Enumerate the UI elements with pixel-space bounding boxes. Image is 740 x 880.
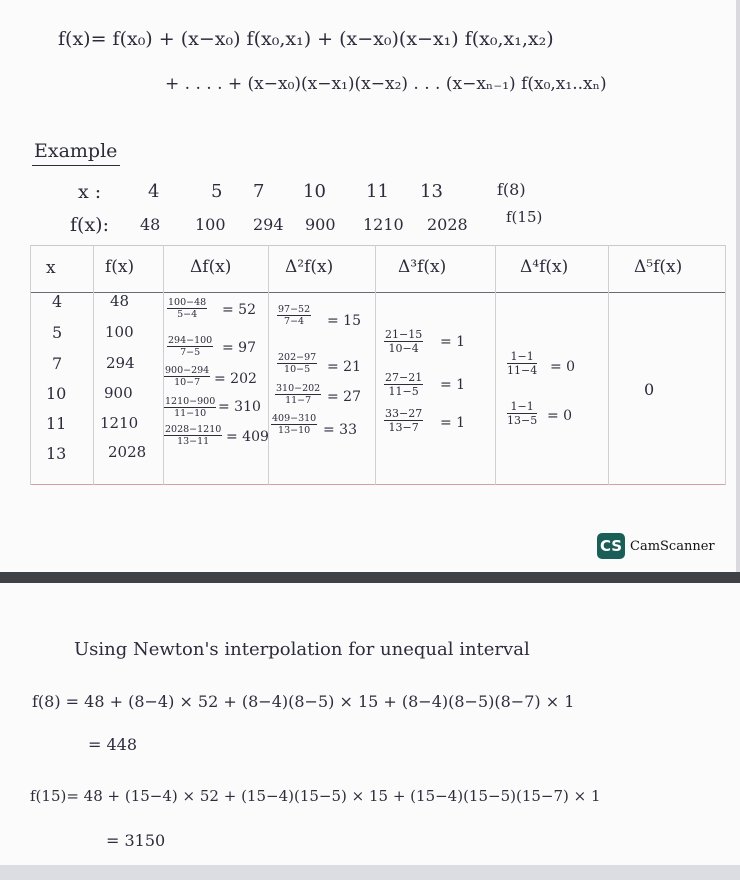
find-f15: f(15) xyxy=(506,208,543,226)
d1-fraction xyxy=(167,335,213,358)
d2-result: = 21 xyxy=(327,359,361,375)
table-top-border xyxy=(30,245,726,246)
d3-fraction xyxy=(384,407,423,434)
equation-f15: f(15)= 48 + (15−4) × 52 + (15−4)(15−5) × 15 + (15−4)(15−5)(15−7) × 1 xyxy=(30,787,601,805)
table-col-line xyxy=(608,245,609,485)
table-x-cell: 11 xyxy=(46,414,67,433)
d3-fraction xyxy=(384,328,423,355)
data-f-value: 294 xyxy=(253,215,284,234)
d3-result: = 1 xyxy=(440,415,466,431)
d5-result: 0 xyxy=(644,380,655,399)
d4-denominator: 11−4 xyxy=(507,364,538,377)
d1-denominator: 10−7 xyxy=(174,377,201,388)
page-separator xyxy=(0,572,740,583)
table-f-cell: 48 xyxy=(110,292,130,310)
d3-result: = 1 xyxy=(440,334,466,350)
table-x-cell: 4 xyxy=(52,292,63,311)
table-header: Δ⁴f(x) xyxy=(520,257,569,277)
table-col-line xyxy=(375,245,376,485)
page-edge xyxy=(736,0,740,572)
table-header: Δf(x) xyxy=(190,257,232,277)
d4-result: = 0 xyxy=(547,408,573,424)
d3-numerator: 27−21 xyxy=(385,371,423,384)
d2-denominator: 13−10 xyxy=(278,425,311,436)
d3-denominator: 10−4 xyxy=(388,342,419,355)
newton-formula-line-2: + . . . . + (x−x₀)(x−x₁)(x−x₂) . . . (x−xₙ₋₁) f(x₀,x₁..xₙ) xyxy=(165,74,607,94)
find-f8: f(8) xyxy=(497,180,526,199)
camscanner-label: CamScanner xyxy=(630,538,715,554)
data-f-value: 1210 xyxy=(363,215,404,234)
camscanner-watermark xyxy=(597,533,715,559)
d1-numerator: 100−48 xyxy=(168,297,207,308)
example-heading: Example xyxy=(34,140,118,162)
table-header-divider xyxy=(30,292,726,293)
d2-numerator: 202−97 xyxy=(278,352,317,363)
d2-numerator: 97−52 xyxy=(278,304,311,315)
d1-fraction xyxy=(164,396,216,419)
d1-fraction xyxy=(164,424,222,447)
d3-fraction xyxy=(384,371,423,398)
d1-denominator: 5−4 xyxy=(177,309,198,320)
d4-denominator: 13−5 xyxy=(507,414,538,427)
d2-result: = 27 xyxy=(327,389,361,405)
d1-numerator: 2028−1210 xyxy=(165,424,222,435)
table-header: Δ³f(x) xyxy=(398,257,447,277)
d2-fraction xyxy=(277,304,311,327)
data-x-value: 13 xyxy=(420,181,443,202)
table-col-line xyxy=(93,245,94,485)
table-bottom-border xyxy=(30,484,726,485)
d1-result: = 310 xyxy=(218,399,261,415)
d1-denominator: 11−10 xyxy=(174,408,207,419)
data-f-value: 48 xyxy=(140,215,161,234)
d1-result: = 202 xyxy=(214,371,257,387)
table-f-cell: 2028 xyxy=(108,443,147,461)
d1-result: = 409 xyxy=(226,429,269,445)
d2-denominator: 10−5 xyxy=(284,364,311,375)
data-x-value: 4 xyxy=(148,181,160,202)
page2-heading: Using Newton's interpolation for unequal interval xyxy=(74,639,530,660)
d3-denominator: 13−7 xyxy=(388,421,419,434)
d2-fraction xyxy=(275,383,321,406)
d2-denominator: 11−7 xyxy=(285,395,312,406)
d2-fraction xyxy=(277,352,317,375)
d4-fraction xyxy=(507,350,537,377)
table-col-line xyxy=(725,245,726,485)
d3-denominator: 11−5 xyxy=(388,385,419,398)
d1-result: = 52 xyxy=(222,302,256,318)
d2-numerator: 310−202 xyxy=(276,383,321,394)
d1-denominator: 7−5 xyxy=(180,347,201,358)
d1-result: = 97 xyxy=(222,340,256,356)
table-f-cell: 294 xyxy=(106,354,135,372)
data-x-value: 7 xyxy=(253,181,265,202)
viewer-bottom-strip xyxy=(0,865,740,880)
d4-numerator: 1−1 xyxy=(507,400,537,414)
result-f8: = 448 xyxy=(88,735,138,754)
table-header: x xyxy=(46,258,56,278)
table-col-line xyxy=(30,245,31,485)
d1-fraction xyxy=(167,297,207,320)
d1-denominator: 13−11 xyxy=(177,436,210,447)
d4-fraction xyxy=(507,400,537,427)
d4-numerator: 1−1 xyxy=(507,350,537,364)
result-f15: = 3150 xyxy=(106,831,166,850)
d1-numerator: 1210−900 xyxy=(165,396,216,407)
camscanner-logo-icon: CS xyxy=(597,533,625,559)
d2-result: = 15 xyxy=(327,313,361,329)
table-col-line xyxy=(268,245,269,485)
d2-result: = 33 xyxy=(323,422,357,438)
table-f-cell: 900 xyxy=(104,384,133,402)
data-x-value: 11 xyxy=(366,181,389,202)
scanned-page-2 xyxy=(0,583,740,865)
d2-numerator: 409−310 xyxy=(272,413,317,424)
table-x-cell: 5 xyxy=(52,323,63,342)
table-header: f(x) xyxy=(105,257,135,277)
table-x-cell: 13 xyxy=(46,444,67,463)
data-f-value: 900 xyxy=(305,215,336,234)
d1-numerator: 294−100 xyxy=(168,335,213,346)
table-header: Δ²f(x) xyxy=(285,257,334,277)
d3-result: = 1 xyxy=(440,377,466,393)
d1-fraction xyxy=(164,365,210,388)
data-x-value: 5 xyxy=(211,181,223,202)
table-x-cell: 10 xyxy=(46,384,67,403)
data-f-value: 100 xyxy=(195,215,226,234)
table-x-cell: 7 xyxy=(52,354,63,373)
table-col-line xyxy=(495,245,496,485)
equation-f8: f(8) = 48 + (8−4) × 52 + (8−4)(8−5) × 15 + (8−4)(8−5)(8−7) × 1 xyxy=(32,692,575,711)
d4-result: = 0 xyxy=(550,359,576,375)
data-x-value: 10 xyxy=(303,181,326,202)
table-header: Δ⁵f(x) xyxy=(634,257,683,277)
d3-numerator: 33−27 xyxy=(385,407,423,420)
data-f-value: 2028 xyxy=(427,215,468,234)
example-underline xyxy=(32,165,120,166)
table-f-cell: 100 xyxy=(105,323,134,341)
d2-fraction xyxy=(271,413,317,436)
data-x-label: x : xyxy=(78,181,102,203)
d3-numerator: 21−15 xyxy=(385,328,423,341)
d2-denominator: 7−4 xyxy=(284,316,305,327)
d1-numerator: 900−294 xyxy=(165,365,210,376)
table-f-cell: 1210 xyxy=(100,414,139,432)
newton-formula-line-1: f(x)= f(x₀) + (x−x₀) f(x₀,x₁) + (x−x₀)(x−x₁) f(x₀,x₁,x₂) xyxy=(58,28,554,50)
data-f-label: f(x): xyxy=(70,214,109,236)
